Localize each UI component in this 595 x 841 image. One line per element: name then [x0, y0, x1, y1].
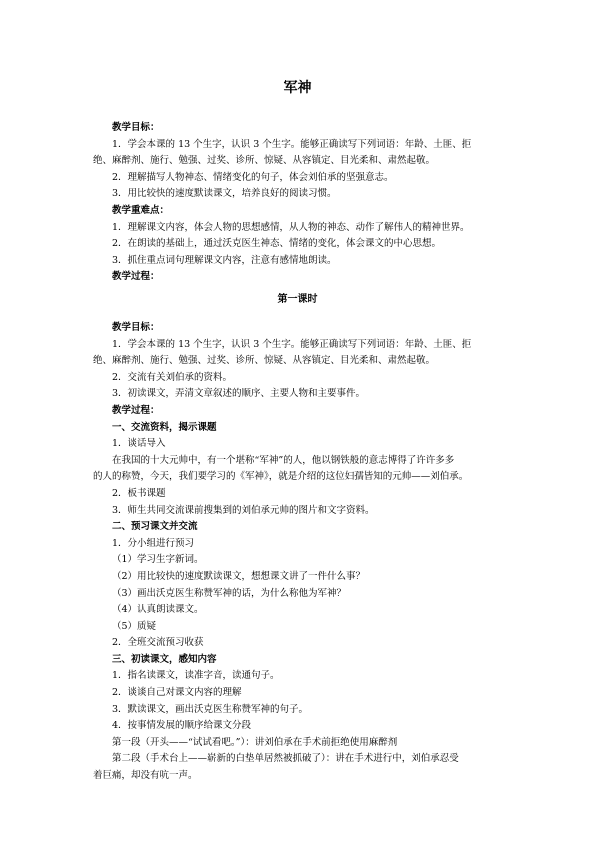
part-1-paragraph-line-1: 在我国的十大元帅中，有一个堪称“军神”的人，他以钢铁般的意志博得了许许多多 [112, 454, 455, 466]
goal-1-line-2: 绝、麻醉剂、施行、勉强、过奖、诊所、惊疑、从容镇定、目光柔和、肃然起敬。 [93, 155, 436, 167]
goals-heading: 教学目标： [112, 122, 160, 133]
lesson-title: 第一课时 [277, 294, 318, 305]
part-3-heading: 三、初读课文，感知内容 [112, 653, 217, 665]
part-1-item-1: 1．谈话导入 [112, 438, 166, 450]
goal-1-line-1: 1．学会本课的 13 个生字，认识 3 个生字。能够正确读写下列词语：年龄、土匪、拒 [112, 138, 472, 150]
process-heading: 教学过程： [112, 271, 160, 283]
part-1-item-3: 3．师生共同交流课前搜集到的刘伯承元帅的图片和文字资料。 [112, 504, 375, 516]
key-point-2: 2．在朗读的基础上，通过沃克医生神态、情绪的变化，体会课文的中心思想。 [112, 238, 442, 250]
part-2-heading: 二、预习课文并交流 [112, 521, 198, 533]
part-2-item-1: 1．分小组进行预习 [112, 537, 195, 549]
part-2-sub-4: （4）认真朗读课文。 [112, 604, 204, 616]
key-points-heading: 教学重难点： [112, 204, 170, 216]
lesson-goal-1-line-1: 1．学会本课的 13 个生字，认识 3 个生字。能够正确读写下列词语：年龄、土匪、拒 [112, 338, 472, 350]
part-1-item-2: 2．板书课题 [112, 487, 166, 499]
part-3-item-4: 4．按事情发展的顺序给课文分段 [112, 720, 252, 732]
document-title: 军神 [283, 80, 312, 96]
lesson-process-heading: 教学过程： [112, 404, 160, 416]
part-2-item-2: 2．全班交流预习收获 [112, 637, 204, 649]
part-2-sub-5: （5）质疑 [112, 620, 157, 632]
part-3-segment-2-line-2: 着巨痛，却没有吭一声。 [93, 770, 198, 782]
section-lesson-1 [93, 320, 513, 785]
part-3-segment-2-line-1: 第二段（手术台上——崭新的白垫单居然被抓破了）：讲在手术进行中，刘伯承忍受 [112, 753, 459, 765]
lesson-goals-heading: 教学目标： [112, 322, 160, 333]
lesson-goal-3: 3．初读课文，弄清文章叙述的顺序、主要人物和主要事件。 [112, 388, 366, 400]
key-point-3: 3．抓住重点词句理解课文内容，注意有感情地朗读。 [112, 254, 337, 266]
lesson-goal-1-line-2: 绝、麻醉剂、施行、勉强、过奖、诊所、惊疑、从容镇定、目光柔和、肃然起敬。 [93, 355, 436, 367]
part-3-item-1: 1．指名读课文，读准字音，读通句子。 [112, 670, 280, 682]
part-3-item-2: 2．谈谈自己对课文内容的理解 [112, 687, 242, 699]
part-2-sub-1: （1）学习生字新词。 [112, 554, 204, 566]
part-3-item-3: 3．默读课文，画出沃克医生称赞军神的句子。 [112, 703, 309, 715]
goal-2: 2．理解描写人物神态、情绪变化的句子，体会刘伯承的坚强意志。 [112, 171, 394, 183]
section-intro [93, 120, 513, 286]
part-1-heading: 一、交流资料，揭示课题 [112, 421, 217, 433]
part-2-sub-2: （2）用比较快的速度默读课文，想想课文讲了一件什么事？ [112, 570, 366, 582]
part-2-sub-3: （3）画出沃克医生称赞军神的话，为什么称他为军神？ [112, 587, 347, 599]
part-3-segment-1: 第一段（开头——“试试看吧。”）：讲刘伯承在手术前拒绝使用麻醉剂 [112, 736, 398, 748]
key-point-1: 1．理解课文内容，体会人物的思想感情，从人物的神态、动作了解伟人的精神世界。 [112, 221, 470, 233]
part-1-paragraph-line-2: 的人的称赞，今天，我们要学习的《军神》，就是介绍的这位妇孺皆知的元帅——刘伯承。 [93, 471, 469, 483]
lesson-goal-2: 2．交流有关刘伯承的资料。 [112, 371, 233, 383]
goal-3: 3．用比较快的速度默读课文，培养良好的阅读习惯。 [112, 188, 337, 200]
